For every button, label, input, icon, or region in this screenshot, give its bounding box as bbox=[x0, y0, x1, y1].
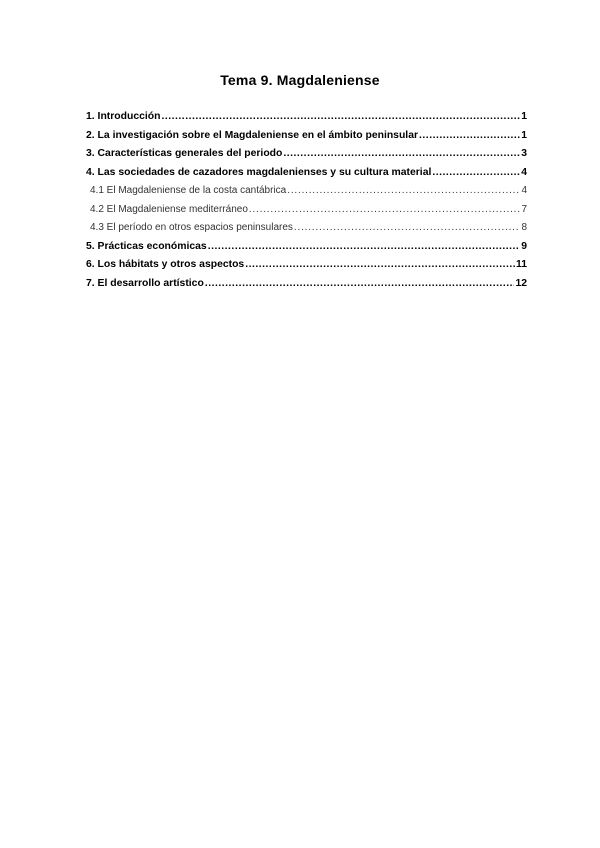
toc-subentry-otros-espacios[interactable] bbox=[86, 222, 527, 241]
toc-entry-label: 4.3 El período en otros espacios peninsulares bbox=[90, 222, 293, 233]
toc-entry-label: 7. El desarrollo artístico bbox=[86, 277, 204, 289]
toc-dot-leader bbox=[208, 241, 521, 252]
toc-entry-label: 4. Las sociedades de cazadores magdalenienses y su cultura material bbox=[86, 166, 432, 178]
toc-entry-caracteristicas[interactable] bbox=[86, 148, 527, 167]
table-of-contents bbox=[86, 111, 527, 296]
toc-page-number: 1 bbox=[521, 111, 527, 122]
toc-entry-label: 1. Introducción bbox=[86, 111, 161, 122]
toc-entry-practicas[interactable] bbox=[86, 241, 527, 260]
toc-dot-leader bbox=[245, 259, 515, 270]
toc-dot-leader bbox=[432, 167, 520, 178]
page-title: Tema 9. Magdaleniense bbox=[220, 72, 380, 88]
toc-page-number: 4 bbox=[521, 166, 527, 178]
toc-page-number: 4 bbox=[521, 185, 527, 196]
toc-dot-leader bbox=[294, 222, 521, 233]
toc-entry-sociedades[interactable] bbox=[86, 167, 527, 186]
toc-entry-desarrollo-artistico[interactable] bbox=[86, 278, 527, 297]
toc-entry-label: 2. La investigación sobre el Magdaleniense en el ámbito peninsular bbox=[86, 129, 419, 141]
toc-page-number: 9 bbox=[521, 240, 527, 252]
toc-dot-leader bbox=[419, 130, 520, 141]
toc-entry-investigacion[interactable] bbox=[86, 130, 527, 149]
toc-page-number: 11 bbox=[516, 259, 527, 270]
toc-entry-label: 6. Los hábitats y otros aspectos bbox=[86, 259, 245, 270]
toc-page-number: 8 bbox=[521, 222, 527, 233]
toc-entry-label: 5. Prácticas económicas bbox=[86, 240, 207, 252]
toc-page-number: 7 bbox=[521, 203, 527, 215]
toc-entry-label: 4.1 El Magdaleniense de la costa cantábrica bbox=[90, 185, 287, 196]
toc-page-number: 3 bbox=[521, 148, 527, 159]
toc-entry-label: 3. Características generales del periodo bbox=[86, 148, 283, 159]
toc-dot-leader bbox=[287, 185, 520, 196]
toc-dot-leader bbox=[283, 148, 520, 159]
toc-entry-label: 4.2 El Magdaleniense mediterráneo bbox=[90, 203, 248, 215]
toc-subentry-mediterraneo[interactable] bbox=[86, 204, 527, 223]
toc-page-number: 1 bbox=[521, 129, 527, 141]
toc-dot-leader bbox=[161, 111, 520, 122]
toc-page-number: 12 bbox=[515, 277, 527, 289]
toc-dot-leader bbox=[205, 278, 515, 289]
toc-dot-leader bbox=[249, 204, 521, 215]
toc-entry-habitats[interactable] bbox=[86, 259, 527, 278]
toc-entry-introduccion[interactable] bbox=[86, 111, 527, 130]
toc-subentry-cantabrica[interactable] bbox=[86, 185, 527, 204]
